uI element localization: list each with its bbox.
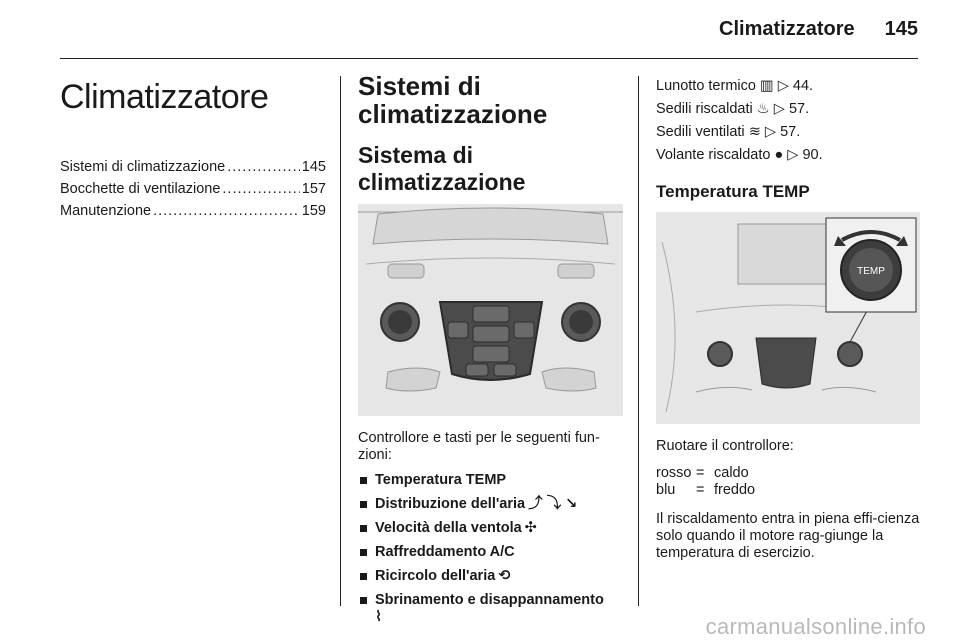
- temperature-knob-illustration: [656, 212, 920, 424]
- page-ref-icon: ▷: [777, 78, 789, 94]
- toc-page: 159: [301, 203, 326, 219]
- toc-page: 157: [301, 181, 326, 197]
- definition-term: blu: [656, 482, 676, 498]
- toc-label: Sistemi di climatizzazione: [60, 159, 226, 175]
- page-ref-icon: ▷: [787, 147, 799, 163]
- column-divider-2: [638, 76, 639, 606]
- list-item-text: Velocità della ventola: [375, 520, 522, 536]
- list-item-text: Ricircolo dell'aria: [375, 568, 496, 584]
- toc-page: 145: [301, 159, 326, 175]
- bullet-square: [360, 549, 367, 556]
- column-divider-1: [340, 76, 341, 606]
- list-item-text: Sbrinamento e disappannamento: [375, 592, 604, 608]
- section-title-line-2: climatizzazione: [358, 99, 548, 129]
- list-item-text: Temperatura TEMP: [375, 472, 507, 488]
- reference-line: [656, 124, 920, 141]
- heated-steering-wheel-icon: ●: [774, 147, 784, 163]
- column-2: [358, 70, 623, 633]
- definition-row: [656, 465, 920, 482]
- toc-entry[interactable]: [60, 181, 326, 203]
- definition-row: [656, 482, 920, 499]
- toc-label: Manutenzione: [60, 203, 152, 219]
- reference-line: [656, 101, 920, 118]
- heating-note: Il riscaldamento entra in piena effi-cienza solo quando il motore rag-giunge la temperatura di esercizio.: [656, 511, 920, 561]
- toc-leader: [227, 159, 300, 175]
- header-rule: [60, 58, 918, 59]
- rear-window-heater-icon: ▥: [759, 78, 774, 94]
- color-definitions: [656, 465, 920, 499]
- temp-knob-svg: [656, 212, 920, 424]
- reference-text: Volante riscaldato: [656, 147, 771, 163]
- ventilated-seat-icon: ≋: [748, 124, 761, 140]
- reference-text: Lunotto termico: [656, 78, 756, 94]
- list-item: [358, 568, 623, 585]
- bullet-square: [360, 525, 367, 532]
- toc-entry[interactable]: [60, 159, 326, 181]
- climate-panel-svg: [358, 204, 623, 416]
- bullet-square: [360, 501, 367, 508]
- list-item: [358, 592, 623, 626]
- definition-equals: =: [696, 482, 705, 498]
- reference-page[interactable]: 90.: [802, 147, 823, 163]
- section-title-line-1: Sistemi di: [358, 71, 481, 101]
- definition-term: rosso: [656, 465, 692, 481]
- intro-paragraph: Controllore e tasti per le seguenti fun-zioni:: [358, 430, 600, 463]
- rotate-instruction: Ruotare il controllore:: [656, 438, 794, 454]
- reference-text: Sedili ventilati: [656, 124, 745, 140]
- toc-leader: [222, 181, 299, 197]
- climate-control-panel-illustration: [358, 204, 623, 416]
- toc-label: Bocchette di ventilazione: [60, 181, 221, 197]
- list-item: [358, 544, 623, 561]
- definition-value: caldo: [714, 465, 749, 481]
- section-title: [358, 72, 623, 128]
- temperature-heading: Temperatura TEMP: [656, 182, 810, 201]
- recirculation-icon: ⟲: [498, 568, 511, 584]
- column-1: [60, 70, 326, 225]
- function-list: [358, 472, 623, 626]
- defrost-icon: ⌇: [375, 609, 383, 625]
- reference-page[interactable]: 44.: [792, 78, 814, 94]
- reference-text: Sedili riscaldati: [656, 101, 753, 117]
- watermark: carmanualsonline.info: [705, 614, 926, 639]
- reference-page[interactable]: 57.: [788, 101, 810, 117]
- reference-line: [656, 147, 920, 164]
- table-of-contents: [60, 159, 326, 225]
- column-3: [656, 70, 920, 568]
- fan-icon: ✣: [524, 520, 537, 536]
- list-item: [358, 472, 623, 489]
- page-ref-icon: ▷: [773, 101, 785, 117]
- bullet-square: [360, 597, 367, 604]
- chapter-title: Climatizzatore: [60, 78, 269, 116]
- list-item: [358, 520, 623, 537]
- definition-value: freddo: [714, 482, 756, 498]
- knob-label: TEMP: [857, 266, 885, 277]
- definition-equals: =: [696, 465, 705, 481]
- list-item-text: Raffreddamento A/C: [375, 544, 515, 560]
- toc-entry[interactable]: [60, 203, 326, 225]
- list-item-text: Distribuzione dell'aria: [375, 496, 526, 512]
- page-ref-icon: ▷: [764, 124, 777, 140]
- reference-line: [656, 78, 920, 95]
- heated-seat-icon: ♨: [756, 101, 770, 117]
- air-distribution-icon: ⤴ ⤵ ↘: [528, 496, 578, 512]
- reference-page[interactable]: 57.: [780, 124, 801, 140]
- header-page-number: 145: [884, 18, 918, 40]
- bullet-square: [360, 573, 367, 580]
- toc-leader: [153, 203, 300, 219]
- running-header: [719, 18, 918, 41]
- subsection-title: Sistema di climatizzazione: [358, 142, 526, 195]
- header-chapter: Climatizzatore: [719, 18, 855, 40]
- bullet-square: [360, 477, 367, 484]
- list-item: [358, 496, 623, 513]
